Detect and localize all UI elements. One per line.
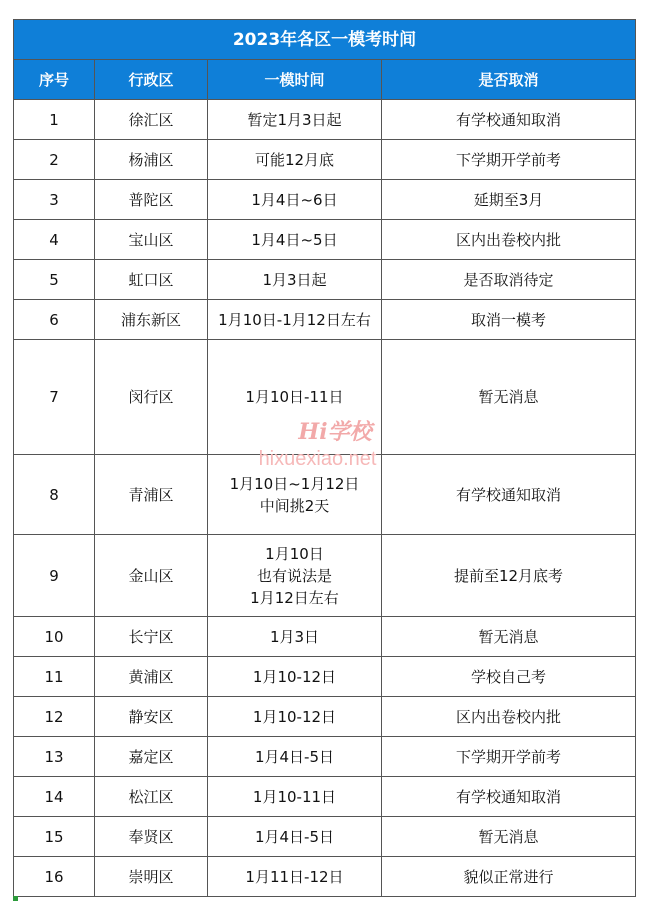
row-number: 13	[14, 737, 95, 777]
table-row	[14, 857, 636, 897]
row-exam-time	[208, 857, 382, 897]
row-district: 青浦区	[95, 455, 208, 535]
row-exam-time	[208, 140, 382, 180]
row-cancel-status: 有学校通知取消	[382, 100, 636, 140]
row-district: 徐汇区	[95, 100, 208, 140]
exam-time-line: 1月4日-5日	[254, 827, 335, 846]
table-body	[14, 100, 636, 897]
table-row	[14, 260, 636, 300]
header-district: 行政区	[95, 60, 208, 100]
exam-time-line: 1月3日起	[262, 270, 327, 289]
row-cancel-status: 是否取消待定	[382, 260, 636, 300]
exam-time-line: 1月10日~1月12日	[229, 474, 360, 493]
row-exam-time	[208, 455, 382, 535]
table-row	[14, 340, 636, 455]
exam-time-line: 1月10日-11日	[245, 388, 344, 406]
exam-schedule-table	[13, 19, 636, 897]
watermark-logo: Hi学校	[298, 419, 372, 445]
row-cancel-status: 学校自己考	[382, 657, 636, 697]
exam-time-line: 1月10-12日	[252, 667, 337, 686]
row-cancel-status: 有学校通知取消	[382, 777, 636, 817]
table-row	[14, 737, 636, 777]
row-exam-time	[208, 817, 382, 857]
table-row	[14, 617, 636, 657]
row-number: 16	[14, 857, 95, 897]
row-district: 奉贤区	[95, 817, 208, 857]
cell-corner-marker	[13, 896, 18, 901]
row-exam-time	[208, 180, 382, 220]
exam-time-line: 1月10日-1月12日左右	[218, 310, 371, 329]
row-number: 8	[14, 455, 95, 535]
exam-time-line: 1月4日-5日	[254, 747, 335, 766]
row-number: 14	[14, 777, 95, 817]
row-district: 长宁区	[95, 617, 208, 657]
header-row	[14, 60, 636, 100]
row-number: 10	[14, 617, 95, 657]
exam-time-line: 1月10-12日	[252, 707, 337, 726]
row-cancel-status: 提前至12月底考	[382, 535, 636, 617]
row-exam-time	[208, 535, 382, 617]
table-row	[14, 140, 636, 180]
row-exam-time	[208, 260, 382, 300]
row-exam-time	[208, 737, 382, 777]
row-cancel-status: 区内出卷校内批	[382, 220, 636, 260]
table-row	[14, 535, 636, 617]
exam-time-line: 1月10日	[265, 544, 324, 563]
row-exam-time	[208, 340, 382, 455]
row-cancel-status: 下学期开学前考	[382, 140, 636, 180]
row-cancel-status: 暂无消息	[382, 340, 636, 455]
row-exam-time	[208, 100, 382, 140]
header-status: 是否取消	[382, 60, 636, 100]
table-row	[14, 220, 636, 260]
row-number: 1	[14, 100, 95, 140]
row-district: 杨浦区	[95, 140, 208, 180]
table-row	[14, 817, 636, 857]
exam-time-line: 也有说法是	[256, 566, 332, 585]
exam-time-line: 可能12月底	[254, 150, 335, 169]
row-exam-time	[208, 617, 382, 657]
exam-time-line: 1月3日	[269, 627, 320, 646]
exam-time-line: 1月11日-12日	[245, 867, 344, 886]
title-row	[14, 20, 636, 60]
row-district: 宝山区	[95, 220, 208, 260]
row-cancel-status: 暂无消息	[382, 817, 636, 857]
row-number: 6	[14, 300, 95, 340]
table-row	[14, 300, 636, 340]
exam-time-line: 中间挑2天	[259, 496, 330, 515]
row-number: 15	[14, 817, 95, 857]
row-exam-time	[208, 697, 382, 737]
row-district: 金山区	[95, 535, 208, 617]
row-number: 9	[14, 535, 95, 617]
header-time: 一模时间	[208, 60, 382, 100]
row-number: 12	[14, 697, 95, 737]
watermark-url: hixuexiao.net	[258, 448, 377, 470]
row-cancel-status: 延期至3月	[382, 180, 636, 220]
row-number: 5	[14, 260, 95, 300]
table-title: 2023年各区一模考时间	[14, 20, 636, 60]
row-district: 崇明区	[95, 857, 208, 897]
row-district: 虹口区	[95, 260, 208, 300]
table-row	[14, 100, 636, 140]
exam-time-line: 1月10-11日	[252, 787, 337, 806]
row-district: 普陀区	[95, 180, 208, 220]
header-no: 序号	[14, 60, 95, 100]
row-number: 4	[14, 220, 95, 260]
exam-time-line: 1月12日左右	[250, 588, 339, 607]
row-district: 嘉定区	[95, 737, 208, 777]
table-row	[14, 657, 636, 697]
row-cancel-status: 取消一模考	[382, 300, 636, 340]
row-cancel-status: 区内出卷校内批	[382, 697, 636, 737]
row-number: 7	[14, 340, 95, 455]
row-cancel-status: 下学期开学前考	[382, 737, 636, 777]
row-exam-time	[208, 300, 382, 340]
row-exam-time	[208, 657, 382, 697]
row-district: 静安区	[95, 697, 208, 737]
exam-time-line: 暂定1月3日起	[247, 110, 342, 129]
row-number: 2	[14, 140, 95, 180]
exam-time-line: 1月4日~5日	[251, 230, 338, 249]
row-exam-time	[208, 777, 382, 817]
table-row	[14, 697, 636, 737]
row-cancel-status: 暂无消息	[382, 617, 636, 657]
row-cancel-status: 貌似正常进行	[382, 857, 636, 897]
row-district: 闵行区	[95, 340, 208, 455]
row-cancel-status: 有学校通知取消	[382, 455, 636, 535]
table-row	[14, 180, 636, 220]
row-exam-time	[208, 220, 382, 260]
row-number: 3	[14, 180, 95, 220]
table-row	[14, 455, 636, 535]
row-number: 11	[14, 657, 95, 697]
table-row	[14, 777, 636, 817]
row-district: 浦东新区	[95, 300, 208, 340]
row-district: 黄浦区	[95, 657, 208, 697]
exam-time-line: 1月4日~6日	[251, 190, 338, 209]
row-district: 松江区	[95, 777, 208, 817]
